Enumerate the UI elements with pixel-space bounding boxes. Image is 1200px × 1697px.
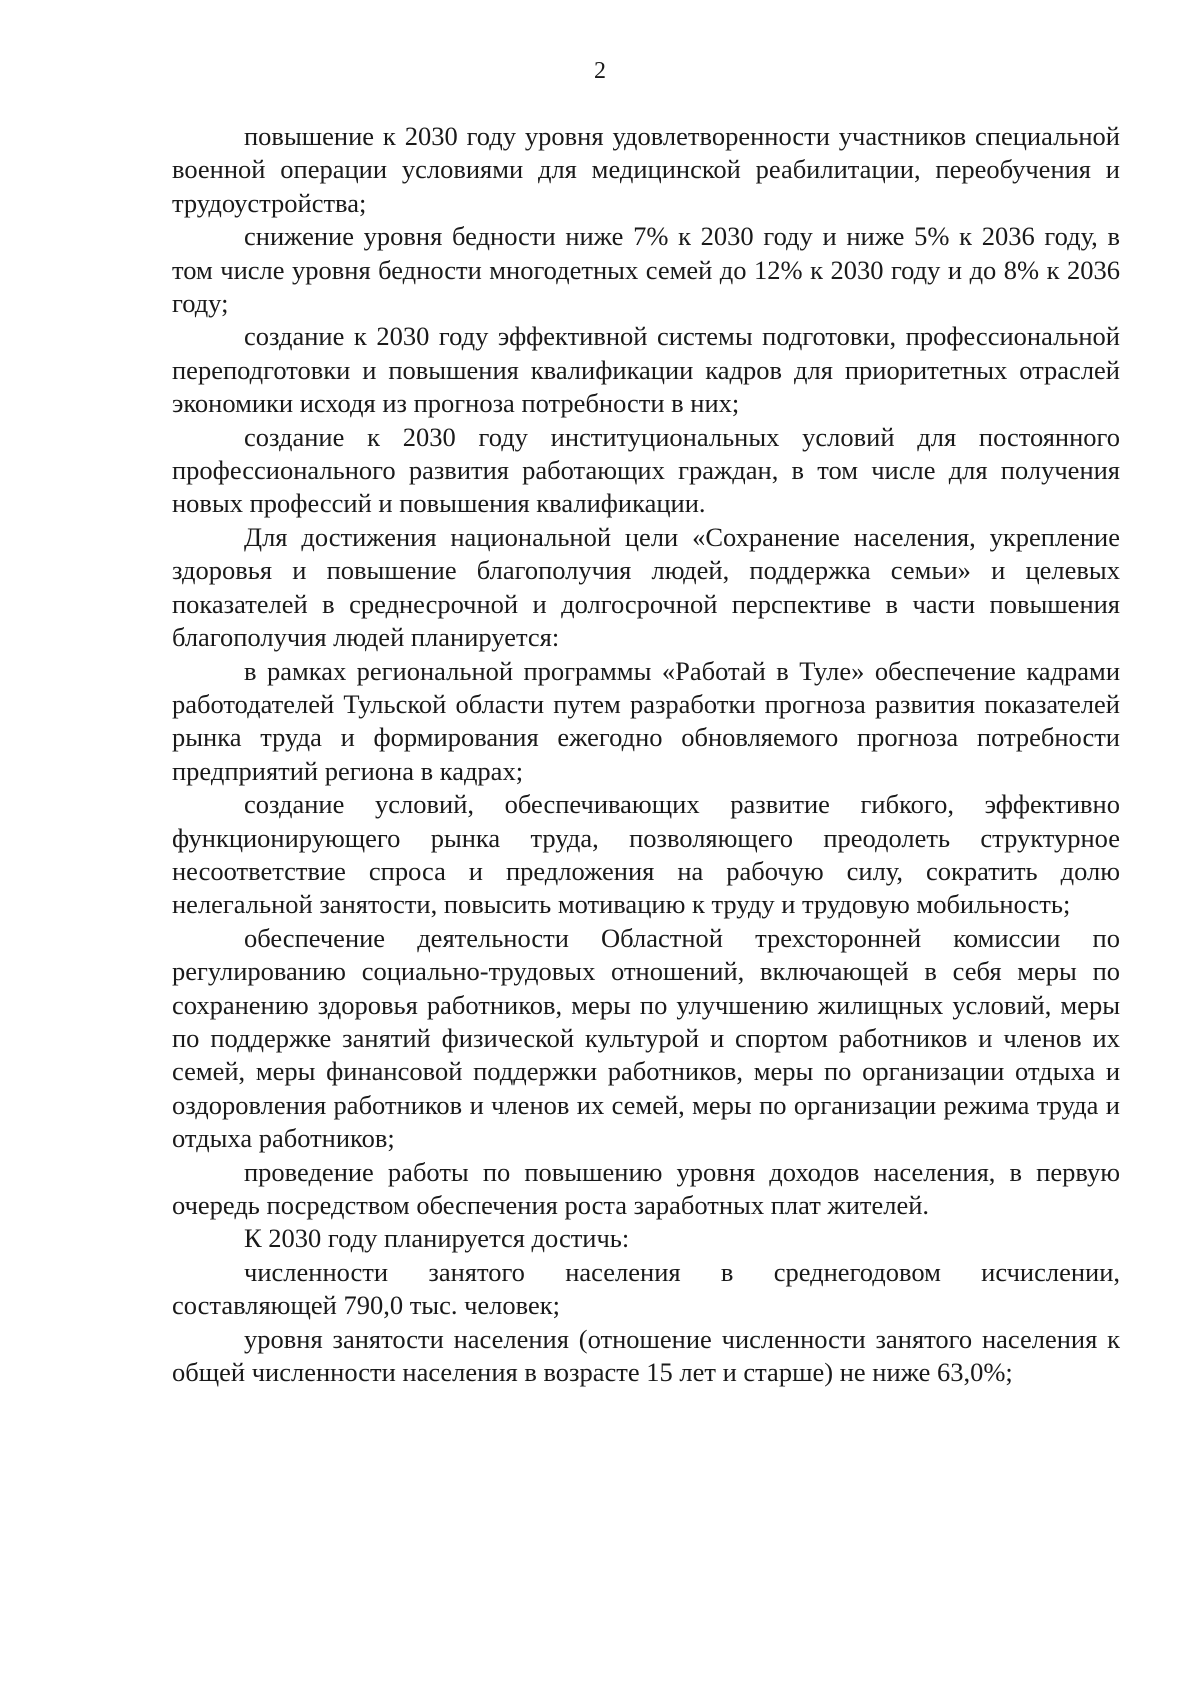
- paragraph: повышение к 2030 году уровня удовлетворенности участников специальной военной операции условиями для медицинской реабилитации, переобучения и трудоустройства;: [172, 121, 1120, 218]
- paragraph: Для достижения национальной цели «Сохранение населения, укрепление здоровья и повышение благополучия людей, поддержка семьи» и целевых показателей в среднесрочной и долгосрочной перспективе в части повышения благополучия людей планируется:: [172, 521, 1120, 653]
- paragraph: К 2030 году планируется достичь:: [244, 1223, 630, 1254]
- page-number: 2: [594, 58, 606, 84]
- paragraph: в рамках региональной программы «Работай в Туле» обеспечение кадрами работодателей Тульской области путем разработки прогноза развития показателей рынка труда и формирования ежегодно обновляемого прогноза потребности предприятий региона в кадрах;: [172, 655, 1120, 786]
- paragraph: обеспечение деятельности Областной трехсторонней комиссии по регулированию социально-трудовых отношений, включающей в себя меры по сохранению здоровья работников, меры по улучшению жилищных условий, меры по поддержке занятий физической культурой и спортом работников и членов их семей, меры финансовой поддержки работников, меры по организации отдыха и оздоровления работников и членов их семей, меры по организации режима труда и отдыха работников;: [172, 922, 1120, 1154]
- paragraph: уровня занятости населения (отношение численности занятого населения к общей численности населения в возрасте 15 лет и старше) не ниже 63,0%;: [172, 1323, 1120, 1388]
- paragraph: создание условий, обеспечивающих развитие гибкого, эффективно функционирующего рынка труда, позволяющего преодолеть структурное несоответствие спроса и предложения на рабочую силу, сократить долю нелегальной занятости, повысить мотивацию к труду и трудовую мобильность;: [172, 789, 1120, 920]
- document-body: [172, 120, 1120, 1389]
- paragraph: проведение работы по повышению уровня доходов населения, в первую очередь посредством обеспечения роста заработных плат жителей.: [172, 1156, 1120, 1220]
- paragraph: создание к 2030 году институциональных условий для постоянного профессионального развития работающих граждан, в том числе для получения новых профессий и повышения квалификации.: [172, 421, 1120, 519]
- paragraph: создание к 2030 году эффективной системы подготовки, профессиональной переподготовки и повышения квалификации кадров для приоритетных отраслей экономики исходя из прогноза потребности в них;: [172, 321, 1120, 419]
- paragraph: численности занятого населения в среднегодовом исчислении, составляющей 790,0 тыс. человек;: [172, 1256, 1120, 1321]
- paragraph: снижение уровня бедности ниже 7% к 2030 году и ниже 5% к 2036 году, в том числе уровня бедности многодетных семей до 12% к 2030 году и до 8% к 2036 году;: [172, 221, 1120, 319]
